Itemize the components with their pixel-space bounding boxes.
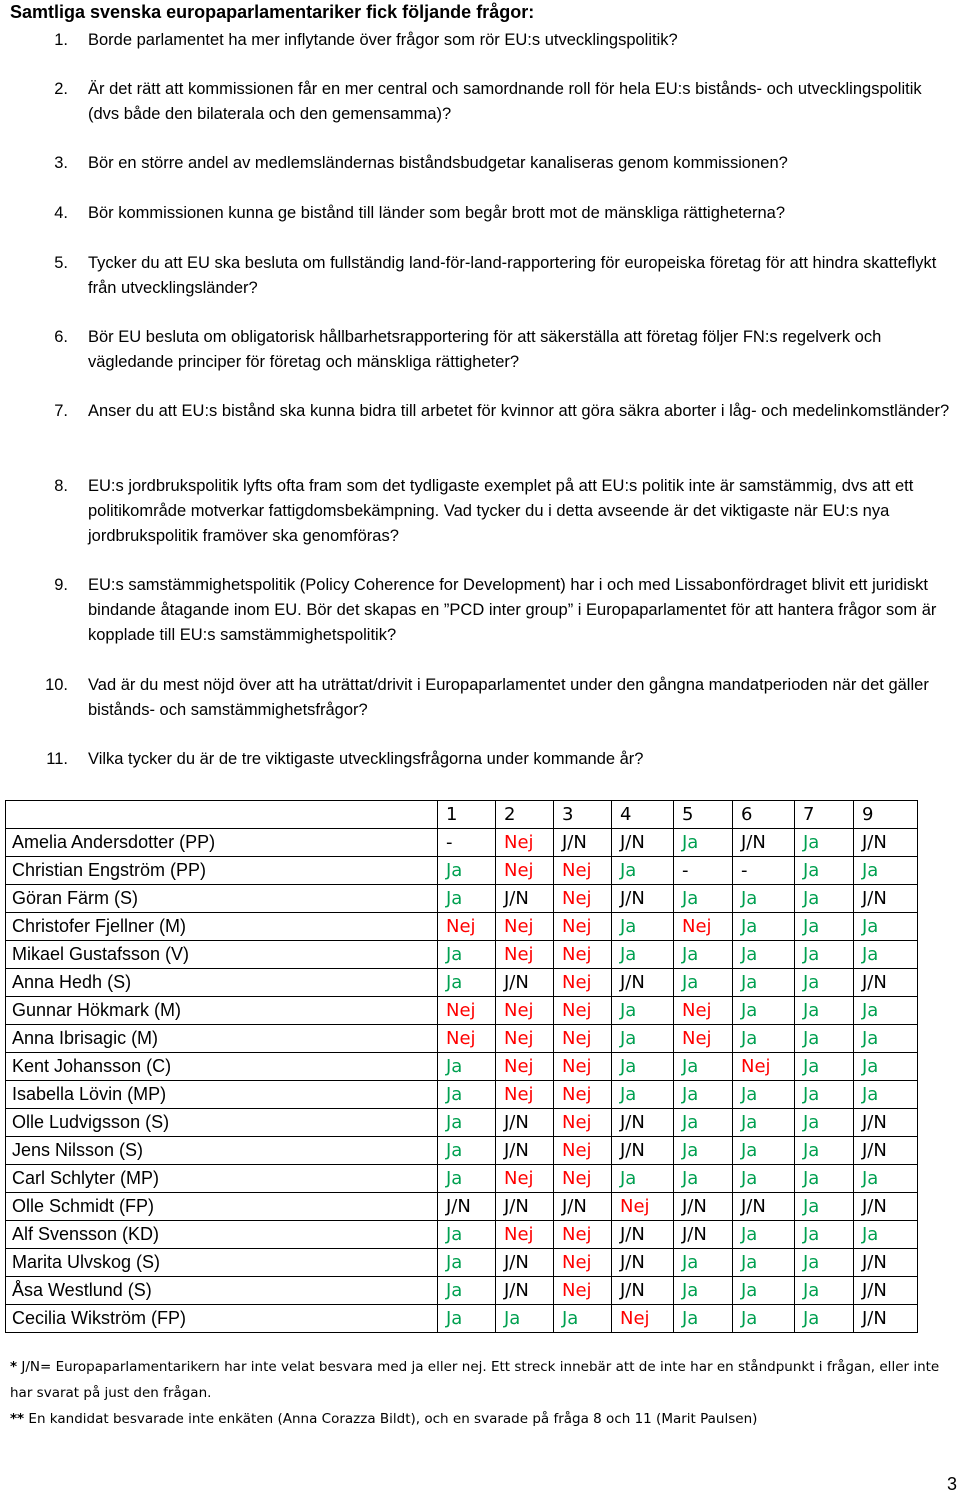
member-name: Amelia Andersdotter (PP) xyxy=(6,829,438,857)
table-row xyxy=(6,857,918,885)
answer-cell: Ja xyxy=(612,1081,674,1109)
table-row xyxy=(6,1109,918,1137)
answer-cell: Ja xyxy=(612,941,674,969)
table-row xyxy=(6,997,918,1025)
answer-cell: Ja xyxy=(854,941,918,969)
answer-cell: Ja xyxy=(733,885,795,913)
answer-cell: Ja xyxy=(854,1081,918,1109)
answer-cell: Nej xyxy=(496,1053,554,1081)
votes-table xyxy=(5,800,918,1333)
answer-cell: Nej xyxy=(554,969,612,997)
answer-cell: J/N xyxy=(496,1193,554,1221)
answer-cell: Ja xyxy=(733,997,795,1025)
footnote-marker: ** xyxy=(10,1411,25,1427)
answer-cell: J/N xyxy=(554,829,612,857)
answer-cell: Ja xyxy=(674,1305,733,1333)
answer-cell: Ja xyxy=(674,1277,733,1305)
answer-cell: Ja xyxy=(612,1053,674,1081)
table-row xyxy=(6,913,918,941)
table-body xyxy=(6,829,918,1333)
answer-cell: J/N xyxy=(612,829,674,857)
column-header: 9 xyxy=(854,801,918,829)
answer-cell: Nej xyxy=(496,997,554,1025)
answer-cell: Ja xyxy=(674,1137,733,1165)
answer-cell: Nej xyxy=(496,1025,554,1053)
answer-cell: Ja xyxy=(795,829,854,857)
answer-cell: Ja xyxy=(795,941,854,969)
question-number: 9. xyxy=(54,576,68,594)
answer-cell: Ja xyxy=(438,1305,496,1333)
answer-cell: Nej xyxy=(438,997,496,1025)
answer-cell: Ja xyxy=(795,1081,854,1109)
table-row xyxy=(6,1081,918,1109)
answer-cell: Ja xyxy=(674,1053,733,1081)
question-text: Vilka tycker du är de tre viktigaste utvecklingsfrågorna under kommande år? xyxy=(88,750,644,768)
answer-cell: Ja xyxy=(438,1081,496,1109)
answer-cell: J/N xyxy=(438,1193,496,1221)
answer-cell: Nej xyxy=(554,1277,612,1305)
answer-cell: Ja xyxy=(438,1109,496,1137)
answer-cell: Ja xyxy=(854,1053,918,1081)
table-row xyxy=(6,1249,918,1277)
member-name: Isabella Lövin (MP) xyxy=(6,1081,438,1109)
question-text: Bör kommissionen kunna ge bistånd till länder som begår brott mot de mänskliga rättigheterna? xyxy=(88,204,786,222)
answer-cell: Ja xyxy=(795,1165,854,1193)
answer-cell: Nej xyxy=(612,1193,674,1221)
table-header-row xyxy=(6,801,918,829)
answer-cell: Nej xyxy=(674,997,733,1025)
answer-cell: Nej xyxy=(554,1165,612,1193)
question-text: EU:s samstämmighetspolitik (Policy Coherence for Development) har i och med Lissabonfördraget blivit ett juridiskt bindande åtagande inom EU. Bör det skapas en ”PCD inter group” i Europaparlamentet för att hantera frågor som är kopplade till EU:s samstämmighetspolitik? xyxy=(88,576,937,644)
answer-cell: J/N xyxy=(854,1193,918,1221)
answer-cell: J/N xyxy=(496,1277,554,1305)
answer-cell: J/N xyxy=(733,829,795,857)
answer-cell: Ja xyxy=(612,857,674,885)
member-name: Gunnar Hökmark (M) xyxy=(6,997,438,1025)
answer-cell: Nej xyxy=(554,885,612,913)
answer-cell: J/N xyxy=(854,1109,918,1137)
answer-cell: Ja xyxy=(438,1165,496,1193)
page-title: Samtliga svenska europaparlamentariker fick följande frågor: xyxy=(10,2,535,22)
answer-cell: Ja xyxy=(795,1249,854,1277)
answer-cell: Ja xyxy=(795,1193,854,1221)
column-header: 4 xyxy=(612,801,674,829)
answer-cell: Ja xyxy=(854,1025,918,1053)
answer-cell: Ja xyxy=(795,969,854,997)
answer-cell: Nej xyxy=(438,913,496,941)
answer-cell: J/N xyxy=(496,969,554,997)
answer-cell: Nej xyxy=(438,1025,496,1053)
answer-cell: J/N xyxy=(612,1277,674,1305)
answer-cell: Nej xyxy=(554,1081,612,1109)
answer-cell: Nej xyxy=(496,941,554,969)
answer-cell: Ja xyxy=(854,913,918,941)
page-number: 3 xyxy=(946,1474,957,1494)
answer-cell: Nej xyxy=(496,1081,554,1109)
table-row xyxy=(6,885,918,913)
question-text: Bör EU besluta om obligatorisk hållbarhetsrapportering för att säkerställa att företag följer FN:s regelverk och vägledande principer för företag och mänskliga rättigheter? xyxy=(88,328,882,371)
member-name: Olle Ludvigsson (S) xyxy=(6,1109,438,1137)
footnote-text: J/N= Europaparlamentarikern har inte velat besvara med ja eller nej. Ett streck innebär att de inte har en ståndpunkt i frågan, eller inte har svarat på just den frågan. xyxy=(10,1359,940,1401)
column-header: 6 xyxy=(733,801,795,829)
answer-cell: Nej xyxy=(733,1053,795,1081)
answer-cell: Ja xyxy=(733,913,795,941)
table-row xyxy=(6,969,918,997)
answer-cell: Ja xyxy=(674,1081,733,1109)
answer-cell: Ja xyxy=(854,997,918,1025)
footnote-text: En kandidat besvarade inte enkäten (Anna Corazza Bildt), och en svarade på fråga 8 och 11 (Marit Paulsen) xyxy=(24,1411,758,1427)
question-number: 11. xyxy=(46,750,68,768)
answer-cell: Ja xyxy=(795,1221,854,1249)
answer-cell: Ja xyxy=(733,1109,795,1137)
table-row xyxy=(6,1277,918,1305)
answer-cell: J/N xyxy=(733,1193,795,1221)
answer-cell: Ja xyxy=(795,1305,854,1333)
answer-cell: Ja xyxy=(733,1081,795,1109)
answer-cell: Ja xyxy=(674,969,733,997)
table-row xyxy=(6,1193,918,1221)
answer-cell: Ja xyxy=(612,913,674,941)
answer-cell: J/N xyxy=(854,885,918,913)
member-name: Christofer Fjellner (M) xyxy=(6,913,438,941)
answer-cell: Ja xyxy=(438,1249,496,1277)
answer-cell: Ja xyxy=(496,1305,554,1333)
member-name: Åsa Westlund (S) xyxy=(6,1277,438,1305)
answer-cell: Nej xyxy=(554,857,612,885)
answer-cell: Ja xyxy=(438,1053,496,1081)
answer-cell: J/N xyxy=(854,1249,918,1277)
question-text: Tycker du att EU ska besluta om fullständig land-för-land-rapportering för europeiska företag för att hindra skatteflykt från utvecklingsländer? xyxy=(88,254,937,297)
table-corner-cell xyxy=(6,801,438,829)
question-text: Borde parlamentet ha mer inflytande över frågor som rör EU:s utvecklingspolitik? xyxy=(88,31,678,49)
answer-cell: Nej xyxy=(554,1109,612,1137)
answer-cell: J/N xyxy=(612,1137,674,1165)
answer-cell: Ja xyxy=(612,1165,674,1193)
answer-cell: Ja xyxy=(438,857,496,885)
answer-cell: Ja xyxy=(733,1221,795,1249)
answer-cell: Nej xyxy=(554,1053,612,1081)
question-text: EU:s jordbrukspolitik lyfts ofta fram som det tydligaste exemplet på att EU:s politik inte är samstämmig, dvs att ett politikområde motverkar fattigdomsbekämpning. Vad tycker du i detta avseende är det viktigaste när EU:s nya jordbrukspolitik framöver ska genomföras? xyxy=(88,477,914,545)
question-text: Är det rätt att kommissionen får en mer central och samordnande roll för hela EU:s bistånds- och utvecklingspolitik (dvs både den bilaterala och den gemensamma)? xyxy=(88,80,922,123)
answer-cell: Nej xyxy=(496,1165,554,1193)
member-name: Christian Engström (PP) xyxy=(6,857,438,885)
answer-cell: Nej xyxy=(554,1249,612,1277)
question-number: 1. xyxy=(54,31,68,49)
answer-cell: Ja xyxy=(674,1109,733,1137)
answer-cell: J/N xyxy=(854,969,918,997)
question-number: 7. xyxy=(54,402,68,420)
answer-cell: J/N xyxy=(674,1193,733,1221)
answer-cell: J/N xyxy=(612,1221,674,1249)
answer-cell: J/N xyxy=(612,1109,674,1137)
answer-cell: Ja xyxy=(733,969,795,997)
answer-cell: Ja xyxy=(733,1249,795,1277)
answer-cell: Ja xyxy=(612,1025,674,1053)
answer-cell: Nej xyxy=(554,1221,612,1249)
answer-cell: J/N xyxy=(496,1249,554,1277)
answer-cell: Ja xyxy=(733,1137,795,1165)
answer-cell: Nej xyxy=(554,1137,612,1165)
answer-cell: Nej xyxy=(496,913,554,941)
column-header: 1 xyxy=(438,801,496,829)
table-row xyxy=(6,1137,918,1165)
answer-cell: Ja xyxy=(674,1249,733,1277)
answer-cell: Ja xyxy=(438,969,496,997)
question-number: 6. xyxy=(54,328,68,346)
answer-cell: Nej xyxy=(554,913,612,941)
question-number: 5. xyxy=(54,254,68,272)
answer-cell: Ja xyxy=(795,1053,854,1081)
column-header: 7 xyxy=(795,801,854,829)
answer-cell: Ja xyxy=(733,1025,795,1053)
answer-cell: J/N xyxy=(496,1109,554,1137)
question-number: 4. xyxy=(54,204,68,222)
answer-cell: Ja xyxy=(438,1221,496,1249)
footnotes xyxy=(10,1354,955,1432)
answer-cell: Nej xyxy=(496,857,554,885)
member-name: Göran Färm (S) xyxy=(6,885,438,913)
answer-cell: Ja xyxy=(438,941,496,969)
answer-cell: Ja xyxy=(795,857,854,885)
table-row xyxy=(6,941,918,969)
answer-cell: Nej xyxy=(496,829,554,857)
footnote-marker: * xyxy=(10,1359,18,1375)
answer-cell: J/N xyxy=(612,885,674,913)
answer-cell: J/N xyxy=(854,829,918,857)
answer-cell: Nej xyxy=(674,913,733,941)
answer-cell: - xyxy=(733,857,795,885)
table-row xyxy=(6,1221,918,1249)
answer-cell: Nej xyxy=(554,1025,612,1053)
member-name: Alf Svensson (KD) xyxy=(6,1221,438,1249)
answer-cell: Nej xyxy=(674,1025,733,1053)
answer-cell: J/N xyxy=(496,1137,554,1165)
answer-cell: J/N xyxy=(674,1221,733,1249)
answer-cell: - xyxy=(674,857,733,885)
member-name: Cecilia Wikström (FP) xyxy=(6,1305,438,1333)
answer-cell: Ja xyxy=(795,997,854,1025)
answer-cell: Ja xyxy=(854,857,918,885)
answer-cell: J/N xyxy=(854,1305,918,1333)
answer-cell: Ja xyxy=(795,885,854,913)
answer-cell: Nej xyxy=(612,1305,674,1333)
answer-cell: Ja xyxy=(795,913,854,941)
answer-cell: Ja xyxy=(674,941,733,969)
answer-cell: Ja xyxy=(733,1165,795,1193)
answer-cell: Ja xyxy=(854,1221,918,1249)
question-number: 2. xyxy=(54,80,68,98)
answer-cell: - xyxy=(438,829,496,857)
question-text: Bör en större andel av medlemsländernas biståndsbudgetar kanaliseras genom kommissionen? xyxy=(88,154,788,172)
member-name: Olle Schmidt (FP) xyxy=(6,1193,438,1221)
answer-cell: Nej xyxy=(496,1221,554,1249)
question-text: Anser du att EU:s bistånd ska kunna bidra till arbetet för kvinnor att göra säkra aborter i låg- och medelinkomstländer? xyxy=(88,402,950,420)
member-name: Jens Nilsson (S) xyxy=(6,1137,438,1165)
answer-cell: J/N xyxy=(854,1137,918,1165)
answer-cell: Nej xyxy=(554,997,612,1025)
member-name: Kent Johansson (C) xyxy=(6,1053,438,1081)
footnote xyxy=(10,1354,955,1406)
answer-cell: Ja xyxy=(795,1025,854,1053)
question-number: 3. xyxy=(54,154,68,172)
table-row xyxy=(6,1025,918,1053)
column-header: 5 xyxy=(674,801,733,829)
table-row xyxy=(6,1165,918,1193)
answer-cell: Ja xyxy=(795,1277,854,1305)
member-name: Anna Hedh (S) xyxy=(6,969,438,997)
footnote xyxy=(10,1406,955,1432)
answer-cell: Ja xyxy=(733,1305,795,1333)
question-text: Vad är du mest nöjd över att ha uträttat/drivit i Europaparlamentet under den gångna mandatperioden när det gäller bistånds- och samstämmighetsfrågor? xyxy=(88,676,929,719)
column-header: 3 xyxy=(554,801,612,829)
answer-cell: Ja xyxy=(612,997,674,1025)
table-row xyxy=(6,1305,918,1333)
member-name: Carl Schlyter (MP) xyxy=(6,1165,438,1193)
answer-cell: Ja xyxy=(795,1109,854,1137)
question-number: 8. xyxy=(54,477,68,495)
answer-cell: Ja xyxy=(438,1137,496,1165)
answer-cell: Ja xyxy=(674,1165,733,1193)
answer-cell: Ja xyxy=(733,1277,795,1305)
answer-cell: Ja xyxy=(674,829,733,857)
question-number: 10. xyxy=(45,676,68,694)
answer-cell: J/N xyxy=(496,885,554,913)
answer-cell: Ja xyxy=(795,1137,854,1165)
answer-cell: J/N xyxy=(612,1249,674,1277)
member-name: Marita Ulvskog (S) xyxy=(6,1249,438,1277)
answer-cell: J/N xyxy=(554,1193,612,1221)
member-name: Mikael Gustafsson (V) xyxy=(6,941,438,969)
answer-cell: Ja xyxy=(733,941,795,969)
answer-cell: Ja xyxy=(854,1165,918,1193)
answer-cell: J/N xyxy=(854,1277,918,1305)
answer-cell: Nej xyxy=(554,941,612,969)
column-header: 2 xyxy=(496,801,554,829)
answer-cell: J/N xyxy=(612,969,674,997)
table-row xyxy=(6,829,918,857)
answer-cell: Ja xyxy=(438,1277,496,1305)
answer-cell: Ja xyxy=(554,1305,612,1333)
table-row xyxy=(6,1053,918,1081)
member-name: Anna Ibrisagic (M) xyxy=(6,1025,438,1053)
answer-cell: Ja xyxy=(438,885,496,913)
answer-cell: Ja xyxy=(674,885,733,913)
